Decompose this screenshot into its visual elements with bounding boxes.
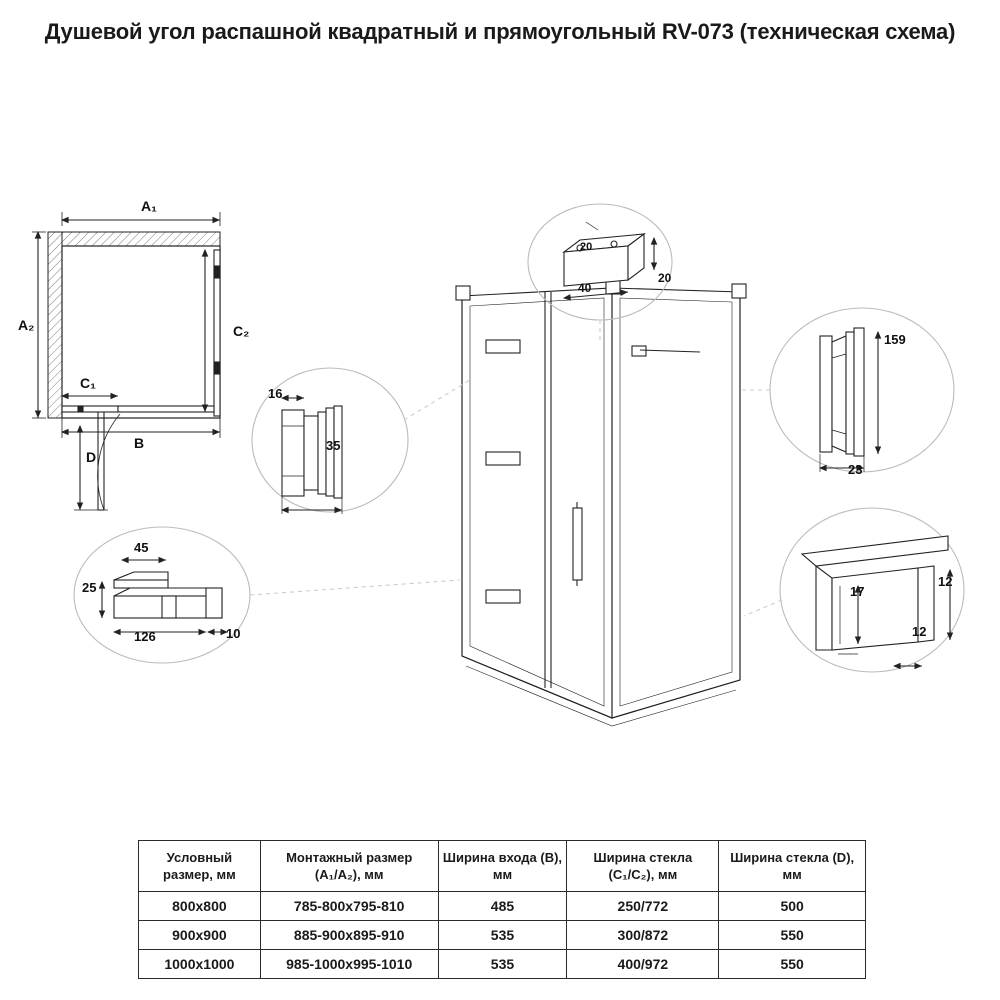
cell-glass-d: 550 [719,921,866,950]
callout-wall-profile-detail [742,308,954,472]
column-header-mount-size: Монтажный размер (A₁/A₂), мм [260,841,438,892]
label-bottom-12b: 12 [912,624,927,639]
column-header-size: Условный размер, мм [139,841,261,892]
label-b: B [134,435,145,451]
label-bottom-17: 17 [850,584,865,599]
callout-bracket-detail [252,368,470,514]
column-header-entrance-width: Ширина входа (B), мм [438,841,567,892]
label-profile-159: 159 [884,332,906,347]
cell-entrance-width: 535 [438,921,567,950]
column-header-glass-c: Ширина стекла (C₁/C₂), мм [567,841,719,892]
cell-glass-c: 250/772 [567,892,719,921]
cell-mount-size: 985-1000х995-1010 [260,950,438,979]
label-profile-23: 23 [848,462,863,477]
cell-glass-c: 300/872 [567,921,719,950]
label-a1: A₁ [141,198,157,214]
cell-size: 1000х1000 [139,950,261,979]
cell-size: 800х800 [139,892,261,921]
table-header-row [139,841,866,892]
cell-entrance-width: 535 [438,950,567,979]
plan-view [32,212,220,510]
column-header-glass-d: Ширина стекла (D), мм [719,841,866,892]
specs-table [138,840,866,979]
cell-mount-size: 885-900х895-910 [260,921,438,950]
cell-entrance-width: 485 [438,892,567,921]
cell-size: 900х900 [139,921,261,950]
cell-glass-d: 550 [719,950,866,979]
label-bracket-16: 16 [268,386,283,401]
label-a2: A₂ [18,317,35,333]
label-handle-25: 25 [82,580,97,595]
label-handle-10: 10 [226,626,241,641]
table-row [139,950,866,979]
cell-mount-size: 785-800х795-810 [260,892,438,921]
label-handle-45: 45 [134,540,149,555]
label-handle-126: 126 [134,629,156,644]
callout-handle-detail [74,527,460,663]
technical-drawing [0,100,1000,820]
specs-table-wrapper [138,840,866,979]
isometric-enclosure [456,280,746,726]
label-c2: C₂ [233,323,250,339]
table-row [139,892,866,921]
label-block-20: 20 [658,271,672,285]
page-title: Душевой угол распашной квадратный и прямоугольный RV-073 (техническая схема) [44,19,956,44]
label-d: D [86,449,97,465]
label-block-40: 40 [578,281,592,295]
label-bracket-35: 35 [326,438,341,453]
callout-top-block-detail [528,204,672,344]
table-row [139,921,866,950]
label-c1: C₁ [80,375,96,391]
cell-glass-d: 500 [719,892,866,921]
label-bottom-12r: 12 [938,574,953,589]
label-block-20-top: 20 [580,241,593,253]
drawing-svg [0,100,1000,820]
cell-glass-c: 400/972 [567,950,719,979]
